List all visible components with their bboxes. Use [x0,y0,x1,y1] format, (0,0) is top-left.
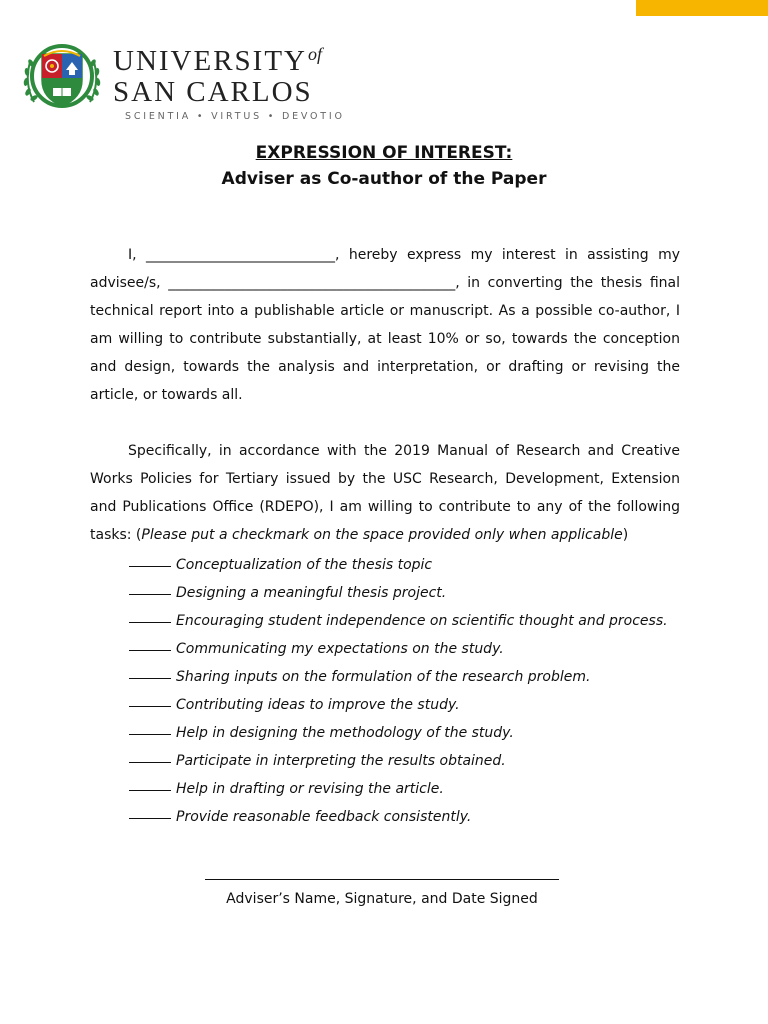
signature-line[interactable] [205,879,559,880]
task-item: Help in drafting or revising the article. [129,773,689,801]
checkmark-blank[interactable] [129,689,171,707]
tasks-intro-paragraph: Specifically, in accordance with the 2019 Manual of Research and Creative Works Policies for Tertiary issued by the USC Research, Development, Extension and Publications Office (RDEPO), I am willing to contribute to any of the following tasks: (Please put a checkmark on the space provided only when applicable) [90,443,680,543]
task-item: Encouraging student independence on scientific thought and process. [129,605,689,633]
task-item: Participate in interpreting the results obtained. [129,745,689,773]
checkmark-blank[interactable] [129,717,171,735]
university-motto: SCIENTIA • VIRTUS • DEVOTIO [125,111,345,122]
document-subtitle: Adviser as Co-author of the Paper [221,169,547,189]
task-item: Help in designing the methodology of the study. [129,717,689,745]
checkmark-blank[interactable] [129,745,171,763]
checkmark-instruction: Please put a checkmark on the space provided only when applicable [141,527,623,543]
checkmark-blank[interactable] [129,801,171,819]
university-seal-logo [20,36,104,116]
accent-bar [636,0,768,16]
task-checklist [129,549,689,829]
task-item: Sharing inputs on the formulation of the research problem. [129,661,689,689]
checkmark-blank[interactable] [129,773,171,791]
document-title: EXPRESSION OF INTEREST: [255,143,513,163]
adviser-name-blank[interactable]: ___________________________ [146,247,335,263]
task-item: Designing a meaningful thesis project. [129,577,689,605]
signature-label: Adviser’s Name, Signature, and Date Signed [226,891,538,907]
task-item: Contributing ideas to improve the study. [129,689,689,717]
university-name-line1: $UNIVERSITY^{of}$ [113,44,323,77]
checkmark-blank[interactable] [129,661,171,679]
university-wordmark [113,38,343,122]
task-item: Conceptualization of the thesis topic [129,549,689,577]
checkmark-blank[interactable] [129,549,171,567]
task-item: Provide reasonable feedback consistently. [129,801,689,829]
checkmark-blank[interactable] [129,605,171,623]
checkmark-blank[interactable] [129,633,171,651]
task-item: Communicating my expectations on the study. [129,633,689,661]
interest-statement-paragraph: I, ___________________________, hereby express my interest in assisting my advisee/s, _________________________________________, in converting the thesis final technical report into a publishable article or manuscript. As a possible co-author, I am willing to contribute substantially, at least 10% or so, towards the conception and design, towards the analysis and interpretation, or drafting or revising the article, or towards all. [90,247,680,403]
advisee-name-blank[interactable]: _________________________________________ [168,275,456,291]
checkmark-blank[interactable] [129,577,171,595]
university-name-line2: SAN CARLOS [113,76,313,108]
